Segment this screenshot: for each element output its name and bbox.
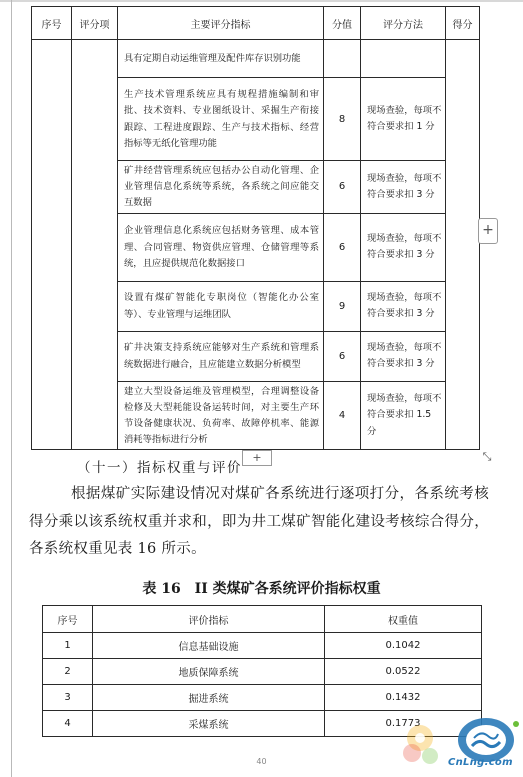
method-cell: 现场查验，每项不符合要求扣 1 分 (361, 78, 446, 161)
header-weight: 权重值 (325, 606, 482, 633)
method-cell: 现场查验，每项不符合要求扣 3 分 (361, 213, 446, 281)
indicator-cell: 掘进系统 (93, 685, 325, 711)
table-caption: 表 16 II 类煤矿各系统评价指标权重 (142, 581, 381, 597)
page-number: 40 (256, 757, 267, 766)
indicator-cell: 矿井经营管理系统应包括办公自动化管理、企业管理信息化系统等系统，各系统之间应能交互数据 (118, 161, 324, 214)
body-paragraph: 根据煤矿实际建设情况对煤矿各系统进行逐项打分，各系统考核得分乘以该系统权重并求和，即为井工煤矿智能化建设考核综合得分，各系统权重见表 16 所示。 (29, 486, 489, 557)
table-resize-handle-icon[interactable]: ⤡ (482, 450, 492, 463)
page-left-edge (11, 0, 12, 777)
score-cell: 8 (324, 78, 361, 161)
table-header-row (43, 606, 482, 633)
watermark-text: CnLng.com (448, 757, 513, 768)
score-cell: 6 (324, 331, 361, 381)
header-no: 序号 (32, 7, 72, 40)
indicator-cell: 企业管理信息化系统应包括财务管理、成本管理、合同管理、物资供应管理、仓储管理等系统，且应提供规范化数据接口 (118, 213, 324, 281)
header-got: 得分 (446, 7, 480, 40)
add-row-button[interactable]: + (242, 450, 272, 466)
indicator-cell: 设置有煤矿智能化专职岗位（智能化办公室等）、专业管理与运维团队 (118, 281, 324, 331)
table-row (43, 659, 482, 685)
header-indicator: 评价指标 (93, 606, 325, 633)
table-row (43, 685, 482, 711)
table-header-row (32, 7, 480, 40)
score-cell: 4 (324, 381, 361, 450)
seq-cell (32, 40, 72, 450)
score-cell (324, 40, 361, 78)
method-cell: 现场查验，每项不符合要求扣 3 分 (361, 281, 446, 331)
weight-cell: 0.1773 (325, 711, 482, 737)
indicator-cell: 具有定期自动运维管理及配件库存识别功能 (118, 40, 324, 78)
score-cell: 6 (324, 213, 361, 281)
no-cell: 4 (43, 711, 93, 737)
header-no: 序号 (43, 606, 93, 633)
add-column-button[interactable]: + (478, 218, 498, 244)
indicator-cell: 采煤系统 (93, 711, 325, 737)
table-row (43, 633, 482, 659)
indicator-cell: 生产技术管理系统应具有规程措施编制和审批、技术资料、专业图纸设计、采掘生产衔接跟踪、工程进度跟踪、生产与技术指标、经营指标等无纸化管理功能 (118, 78, 324, 161)
got-score-cell (446, 40, 480, 450)
header-item: 评分项 (72, 7, 118, 40)
no-cell: 3 (43, 685, 93, 711)
indicator-cell: 矿井决策支持系统应能够对生产系统和管理系统数据进行融合，且应能建立数据分析模型 (118, 331, 324, 381)
section-heading: （十一）指标权重与评价 (77, 460, 242, 476)
table-row (32, 40, 480, 78)
no-cell: 1 (43, 633, 93, 659)
weight-cell: 0.0522 (325, 659, 482, 685)
evaluation-indicator-table (31, 6, 480, 450)
weight-cell: 0.1042 (325, 633, 482, 659)
method-cell (361, 40, 446, 78)
score-cell: 6 (324, 161, 361, 214)
no-cell: 2 (43, 659, 93, 685)
item-cell (72, 40, 118, 450)
weight-cell: 0.1432 (325, 685, 482, 711)
header-indicator: 主要评分指标 (118, 7, 324, 40)
indicator-cell: 建立大型设备运维及管理模型，合理调整设备检修及大型耗能设备运转时间，对主要生产环节设备健康状况、负荷率、故障停机率、能源消耗等指标进行分析 (118, 381, 324, 450)
page-top-edge (0, 0, 523, 2)
method-cell: 现场查验，每项不符合要求扣 3 分 (361, 331, 446, 381)
header-score: 分值 (324, 7, 361, 40)
header-method: 评分方法 (361, 7, 446, 40)
score-cell: 9 (324, 281, 361, 331)
indicator-cell: 地质保障系统 (93, 659, 325, 685)
indicator-cell: 信息基础设施 (93, 633, 325, 659)
method-cell: 现场查验，每项不符合要求扣 1.5 分 (361, 381, 446, 450)
method-cell: 现场查验，每项不符合要求扣 3 分 (361, 161, 446, 214)
